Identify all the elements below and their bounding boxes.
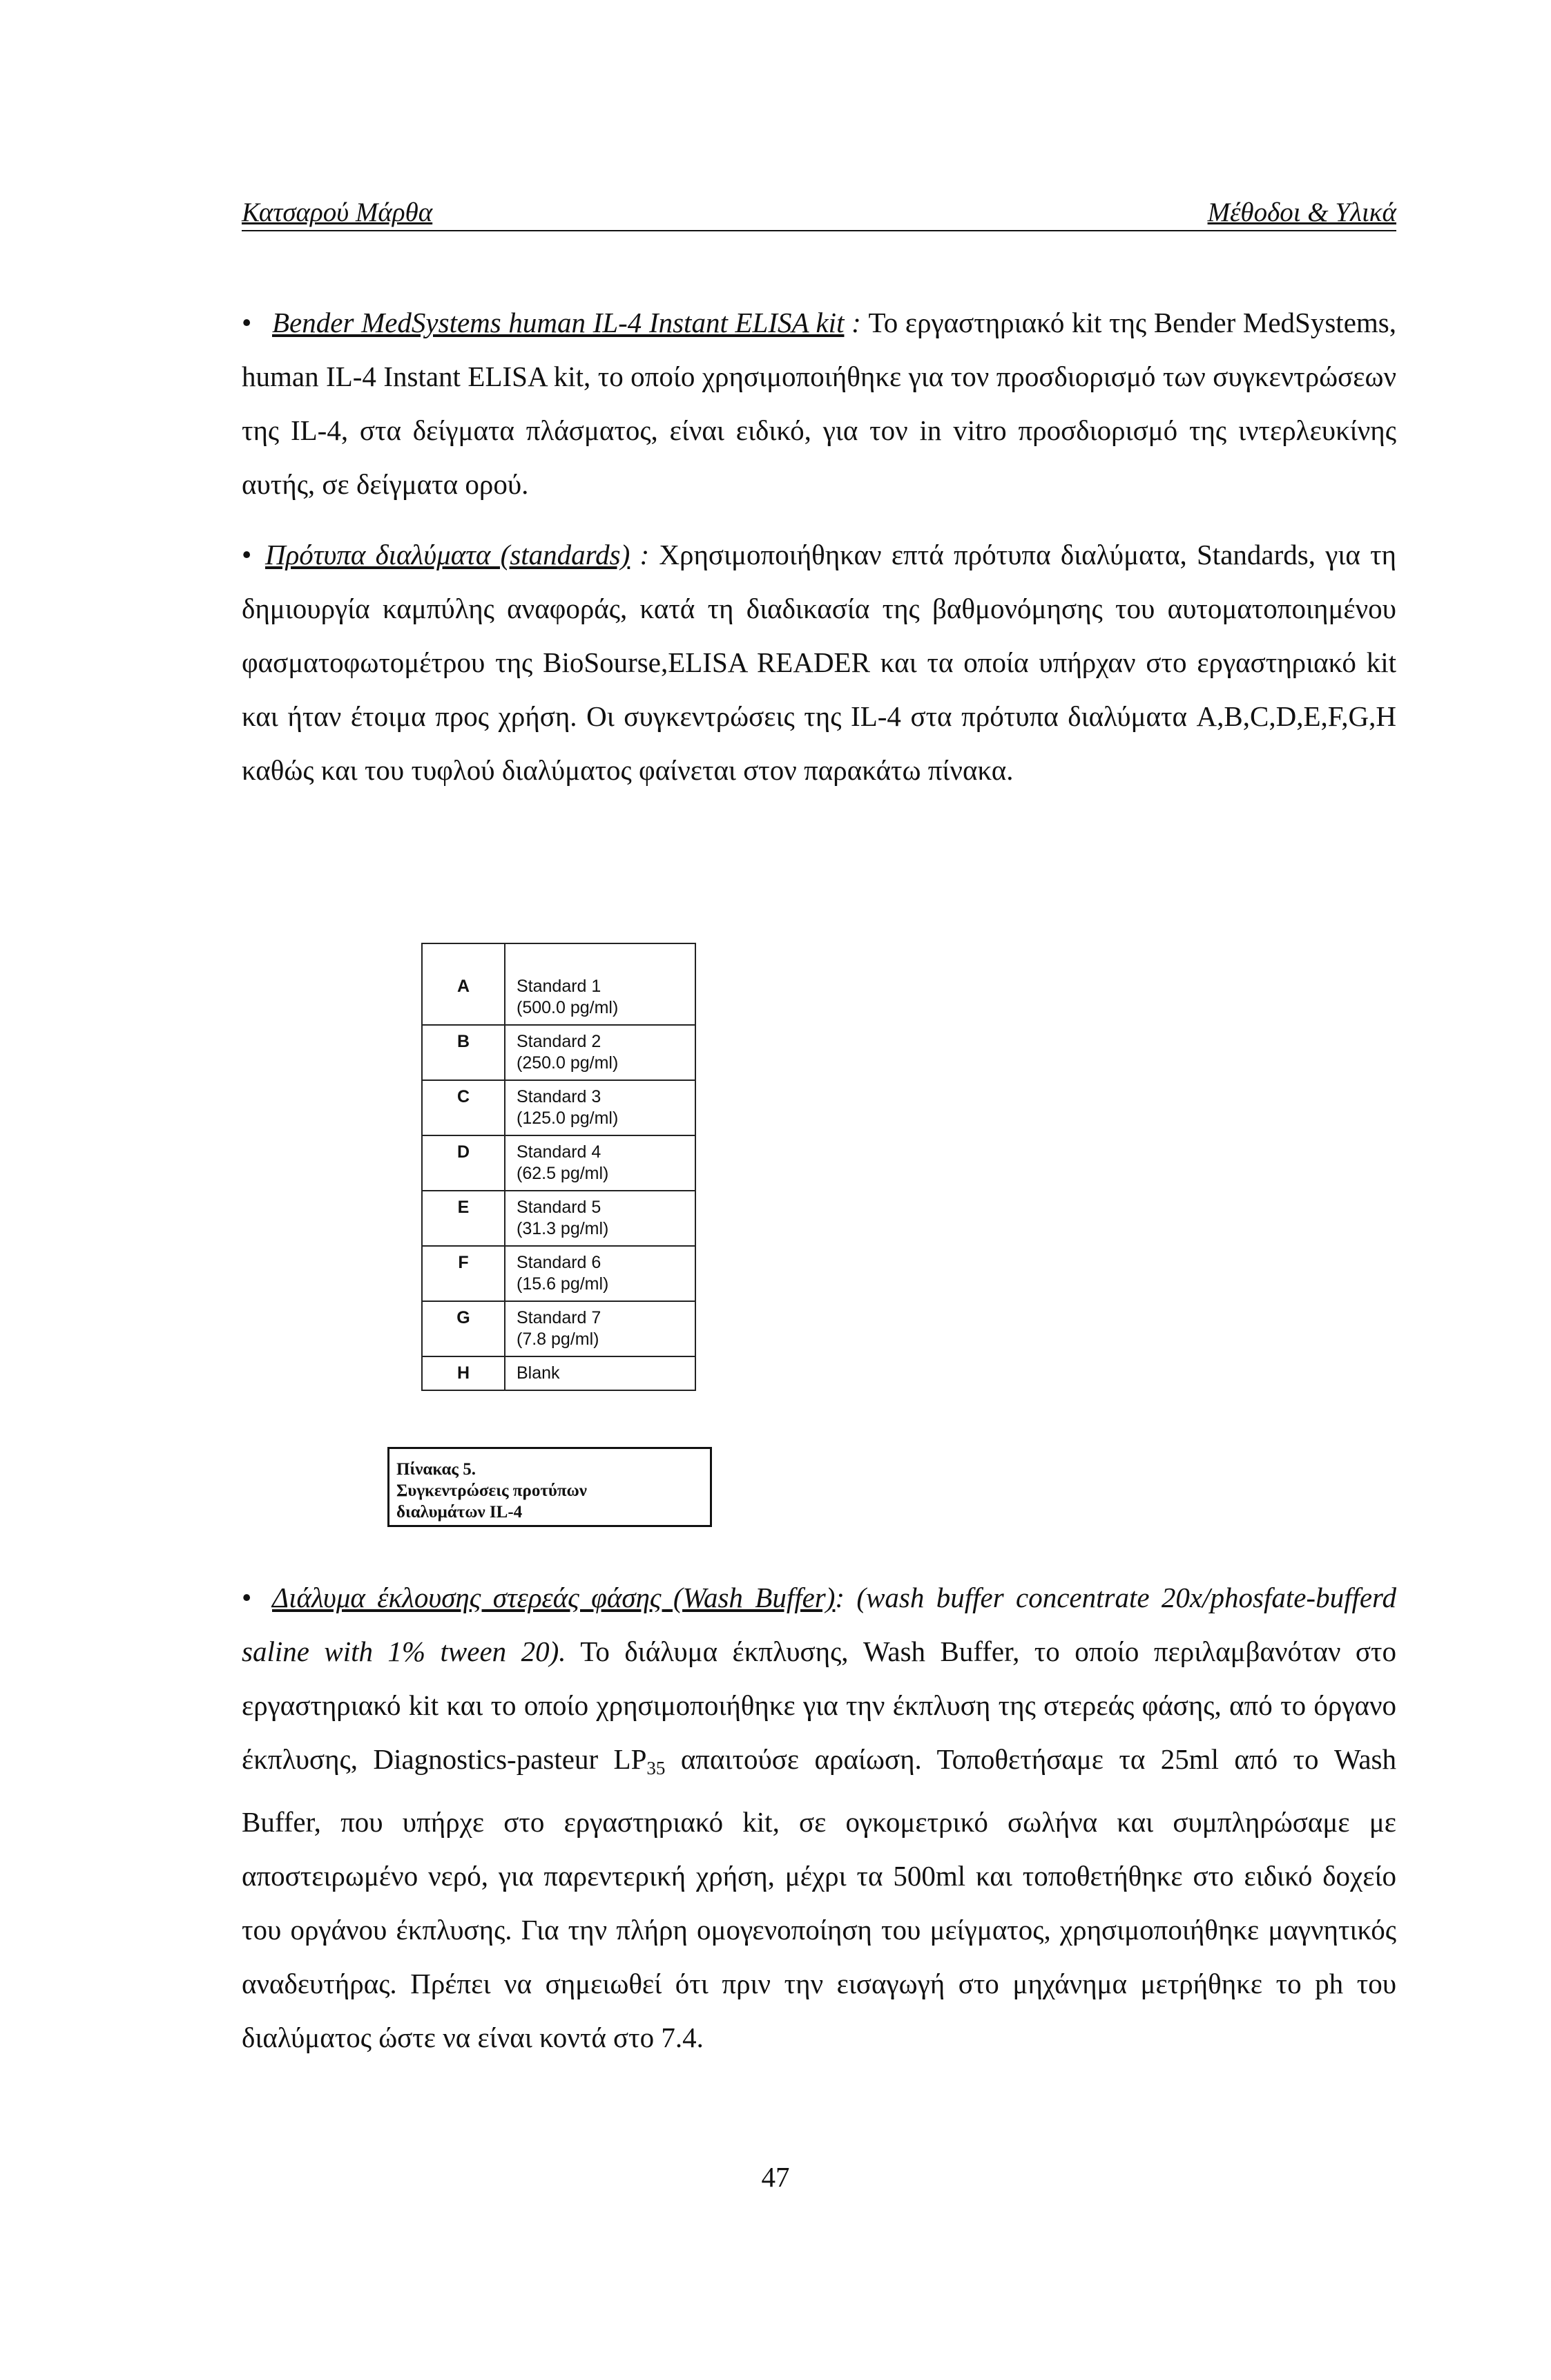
table-row xyxy=(422,1301,695,1356)
standard-concentration: (15.6 pg/ml) xyxy=(517,1274,609,1294)
wash-buffer-text: Το διάλυμα έκπλυσης, Wash Buffer, το οποίο περιλαμβανόταν στο εργαστηριακό kit και το οποίο χρησιμοποιήθηκε για την έκπλυση της στερεάς φάσης, από το όργανο έκπλυσης, Diagnostics-pasteur LP xyxy=(242,1635,1396,1775)
standard-code: B xyxy=(422,1025,505,1080)
standard-concentration: (31.3 pg/ml) xyxy=(517,1219,609,1238)
header-section: Μέθοδοι & Υλικά xyxy=(1207,198,1396,227)
standard-code: D xyxy=(422,1135,505,1191)
standards-separator: : xyxy=(630,539,659,570)
standard-concentration: (125.0 pg/ml) xyxy=(517,1109,619,1128)
standards-table xyxy=(421,943,696,1391)
standard-name: Standard 1 xyxy=(517,977,601,996)
standard-concentration: (250.0 pg/ml) xyxy=(517,1053,619,1073)
running-header xyxy=(242,197,1396,231)
standard-code: C xyxy=(422,1080,505,1135)
bullet-icon: • xyxy=(242,307,252,338)
standard-description xyxy=(505,1080,695,1135)
bullet-icon: • xyxy=(242,1582,252,1613)
standards-text: Χρησιμοποιήθηκαν επτά πρότυπα διαλύματα, Standards, για τη δημιουργία καμπύλης αναφοράς, κατά τη διαδικασία της βαθμονόμησης του αυτοματοποιημένου φασματοφωτομέτρου της BioSourse,ELISA READER και τα οποία υπήρχαν στο εργαστηριακό kit και ήταν έτοιμα προς χρήση. Οι συγκεντρώσεις της IL-4 στα πρότυπα διαλύματα A,B,C,D,E,F,G,H καθώς και του τυφλού διαλύματος φαίνεται στον παρακάτω πίνακα. xyxy=(242,539,1396,786)
table-row xyxy=(422,1246,695,1301)
standard-code: G xyxy=(422,1301,505,1356)
header-author: Κατσαρού Μάρθα xyxy=(242,198,433,227)
standard-name: Blank xyxy=(517,1363,560,1383)
standard-description xyxy=(505,1356,695,1390)
standard-name: Standard 4 xyxy=(517,1142,601,1162)
standard-code: A xyxy=(422,943,505,1025)
standard-concentration: (7.8 pg/ml) xyxy=(517,1330,599,1349)
wash-buffer-title: Διάλυμα έκλουσης στερεάς φάσης (Wash Buffer) xyxy=(272,1582,836,1613)
standard-code: H xyxy=(422,1356,505,1390)
standard-description xyxy=(505,1246,695,1301)
caption-subtitle: διαλυμάτων IL-4 xyxy=(396,1503,523,1522)
standard-code: F xyxy=(422,1246,505,1301)
standard-name: Standard 6 xyxy=(517,1253,601,1272)
elisa-kit-title: Bender MedSystems human IL-4 Instant ELISA kit xyxy=(272,307,845,338)
elisa-kit-separator: : xyxy=(844,307,869,338)
standard-concentration: (62.5 pg/ml) xyxy=(517,1164,609,1183)
standards-title: Πρότυπα διαλύματα (standards) xyxy=(265,539,630,570)
standard-name: Standard 2 xyxy=(517,1032,601,1051)
table-row xyxy=(422,1080,695,1135)
table-row xyxy=(422,943,695,1025)
model-subscript: 35 xyxy=(646,1758,666,1778)
page-number: 47 xyxy=(761,2161,790,2193)
standard-description xyxy=(505,1301,695,1356)
standard-code: E xyxy=(422,1191,505,1246)
table-row xyxy=(422,1191,695,1246)
table-caption xyxy=(387,1447,712,1527)
table-row xyxy=(422,1135,695,1191)
wash-buffer-text-cont: απαιτούσε αραίωση. Τοποθετήσαμε τα 25ml από το Wash Buffer, που υπήρχε στο εργαστηριακό kit, σε ογκομετρικό σωλήνα και συμπληρώσαμε με αποστειρωμένο νερό, για παρεντερική χρήση, μέχρι τα 500ml και τοποθετήθηκε στο ειδικό δοχείο του οργάνου έκπλυσης. Για την πλήρη ομογενοποίηση του μείγματος, χρησιμοποιήθηκε μαγνητικός αναδευτήρας. Πρέπει να σημειωθεί ότι πριν την εισαγωγή στο μηχάνημα μετρήθηκε το ph του διαλύματος ώστε να είναι κοντά στο 7.4. xyxy=(242,1743,1397,2053)
standard-concentration: (500.0 pg/ml) xyxy=(517,998,619,1017)
elisa-kit-text: Το εργαστηριακό kit της Bender MedSystems, human IL-4 Instant ELISA kit, το οποίο χρησιμοποιήθηκε για τον προσδιορισμό των συγκεντρώσεων της IL-4, στα δείγματα πλάσματος, είναι ειδικό, για τον in vitro προσδιορισμό της ιντερλευκίνης αυτής, σε δείγματα ορού. xyxy=(242,307,1396,500)
caption-label: Πίνακας 5. xyxy=(396,1460,476,1479)
paragraph-standards xyxy=(242,528,1396,797)
standard-name: Standard 3 xyxy=(517,1087,601,1106)
standard-name: Standard 7 xyxy=(517,1308,601,1327)
table-row xyxy=(422,1025,695,1080)
standard-description xyxy=(505,943,695,1025)
bullet-icon: • xyxy=(242,539,252,570)
caption-title: Συγκεντρώσεις προτύπων xyxy=(396,1481,587,1500)
standard-description xyxy=(505,1135,695,1191)
wash-buffer-italic-text: : (wash buffer concentrate 20x/phosfate-bufferd saline with 1% tween 20). xyxy=(242,1582,1396,1667)
table-row xyxy=(422,1356,695,1390)
standard-description xyxy=(505,1191,695,1246)
standard-description xyxy=(505,1025,695,1080)
standard-name: Standard 5 xyxy=(517,1198,601,1217)
paragraph-elisa-kit xyxy=(242,296,1396,511)
paragraph-wash-buffer xyxy=(242,1571,1396,2064)
